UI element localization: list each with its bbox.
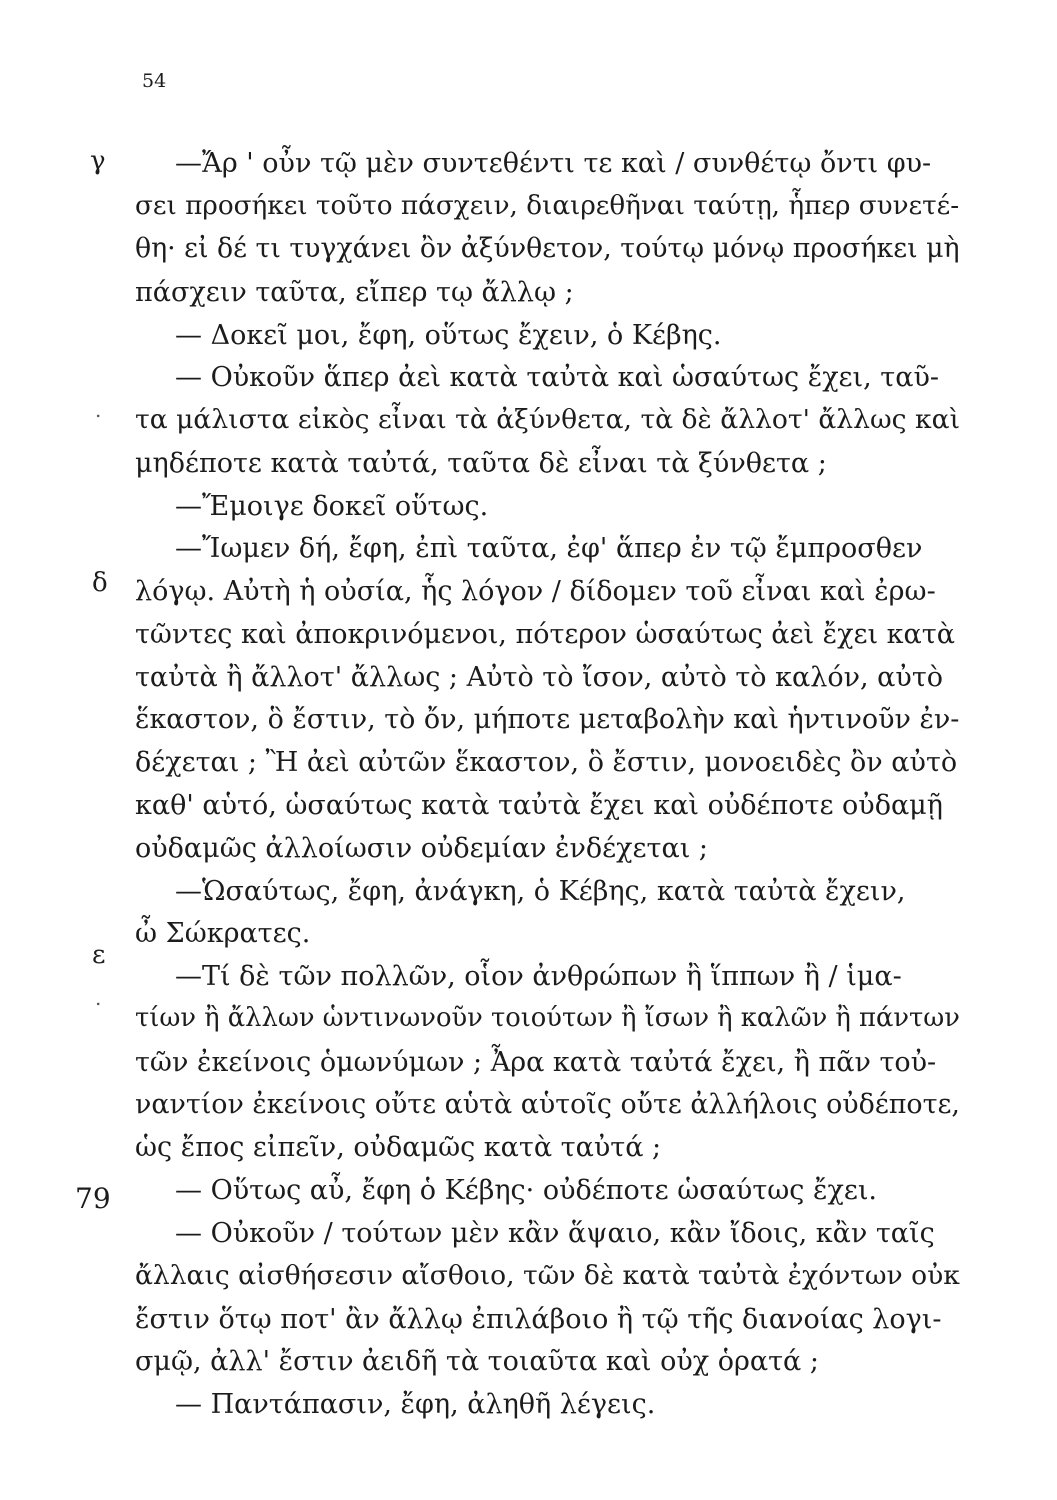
text-line-3: θη· εἰ δέ τι τυγχάνει ὂν ἀξύνθετον, τούτῳ μόνῳ προσήκει μὴ: [135, 233, 960, 264]
text-line-16: καθ' αὑτό, ὡσαύτως κατὰ ταὐτὰ ἔχει καὶ οὐδέποτε οὐδαμῇ: [135, 790, 943, 821]
text-line-10: —Ἴωμεν δή, ἔφη, ἐπὶ ταῦτα, ἐφ' ἅπερ ἐν τῷ ἔμπροσθεν: [175, 533, 923, 564]
text-line-15: δέχεται ; Ἢ ἀεὶ αὐτῶν ἕκαστον, ὃ ἔστιν, μονοειδὲς ὂν αὐτὸ: [135, 747, 958, 778]
text-line-5: — Δοκεῖ μοι, ἔφη, οὕτως ἔχειν, ὁ Κέβης.: [175, 320, 722, 351]
text-line-4: πάσχειν ταῦτα, εἴπερ τῳ ἄλλῳ ;: [135, 277, 574, 308]
text-line-25: — Οὕτως αὖ, ἔφη ὁ Κέβης· οὐδέποτε ὡσαύτως ἔχει.: [175, 1175, 877, 1206]
text-line-30: — Παντάπασιν, ἔφη, ἀληθῆ λέγεις.: [175, 1389, 656, 1420]
text-line-14: ἕκαστον, ὃ ἔστιν, τὸ ὄν, μήποτε μεταβολὴν καὶ ἡντινοῦν ἐν-: [135, 704, 960, 735]
text-line-9: —Ἔμοιγε δοκεῖ οὕτως.: [175, 491, 489, 522]
margin-dot-2: .: [95, 986, 102, 1010]
text-line-27: ἄλλαις αἰσθήσεσιν αἴσθοιο, τῶν δὲ κατὰ ταὐτὰ ἐχόντων οὐκ: [135, 1260, 960, 1291]
margin-marker-epsilon: ε: [92, 940, 106, 970]
page-number: 54: [142, 70, 167, 92]
text-line-18: —Ὡσαύτως, ἔφη, ἀνάγκη, ὁ Κέβης, κατὰ ταὐτὰ ἔχειν,: [175, 876, 906, 907]
text-line-20: —Τί δὲ τῶν πολλῶν, οἷον ἀνθρώπων ἢ ἵππων ἢ / ἱμα-: [175, 961, 902, 992]
text-line-22: τῶν ἐκείνοις ὁμωνύμων ; Ἆρα κατὰ ταὐτά ἔχει, ἢ πᾶν τοὐ-: [135, 1047, 937, 1078]
margin-marker-gamma: γ: [90, 146, 106, 176]
text-line-24: ὡς ἔπος εἰπεῖν, οὐδαμῶς κατὰ ταὐτά ;: [135, 1132, 662, 1163]
text-line-13: ταὐτὰ ἢ ἄλλοτ' ἄλλως ; Αὐτὸ τὸ ἴσον, αὐτὸ τὸ καλόν, αὐτὸ: [135, 662, 944, 693]
text-line-6: — Οὐκοῦν ἅπερ ἀεὶ κατὰ ταὐτὰ καὶ ὡσαύτως ἔχει, ταῦ-: [175, 362, 940, 393]
margin-dot-1: .: [95, 398, 102, 422]
text-line-8: μηδέποτε κατὰ ταὐτά, ταῦτα δὲ εἶναι τὰ ξύνθετα ;: [135, 448, 827, 479]
margin-marker-79: 79: [75, 1182, 111, 1215]
text-line-19: ὦ Σώκρατες.: [135, 918, 311, 949]
text-line-17: οὐδαμῶς ἀλλοίωσιν οὐδεμίαν ἐνδέχεται ;: [135, 833, 708, 864]
text-line-23: ναντίον ἐκείνοις οὔτε αὑτὰ αὑτοῖς οὔτε ἀλλήλοις οὐδέποτε,: [135, 1089, 960, 1120]
text-line-28: ἔστιν ὅτῳ ποτ' ἂν ἄλλῳ ἐπιλάβοιο ἢ τῷ τῆς διανοίας λογι-: [135, 1304, 942, 1335]
text-line-12: τῶντες καὶ ἀποκρινόμενοι, πότερον ὡσαύτως ἀεὶ ἔχει κατὰ: [135, 619, 955, 650]
text-line-2: σει προσήκει τοῦτο πάσχειν, διαιρεθῆναι ταύτῃ, ἧπερ συνετέ-: [135, 191, 960, 221]
text-line-21: τίων ἢ ἄλλων ὡντινωνοῦν τοιούτων ἢ ἴσων ἢ καλῶν ἢ πάντων: [135, 1003, 960, 1033]
margin-marker-delta: δ: [92, 568, 108, 598]
text-line-11: λόγῳ. Αὐτὴ ἡ οὐσία, ἧς λόγον / δίδομεν τοῦ εἶναι καὶ ἐρω-: [135, 576, 936, 607]
text-line-29: σμῷ, ἀλλ' ἔστιν ἀειδῆ τὰ τοιαῦτα καὶ οὐχ ὁρατά ;: [135, 1346, 819, 1377]
text-line-7: τα μάλιστα εἰκὸς εἶναι τὰ ἀξύνθετα, τὰ δὲ ἄλλοτ' ἄλλως καὶ: [135, 404, 960, 435]
text-line-26: — Οὐκοῦν / τούτων μὲν κἂν ἅψαιο, κἂν ἴδοις, κἂν ταῖς: [175, 1218, 935, 1249]
text-line-1: —Ἄρ ' οὖν τῷ μὲν συντεθέντι τε καὶ / συνθέτῳ ὄντι φυ-: [175, 148, 932, 179]
